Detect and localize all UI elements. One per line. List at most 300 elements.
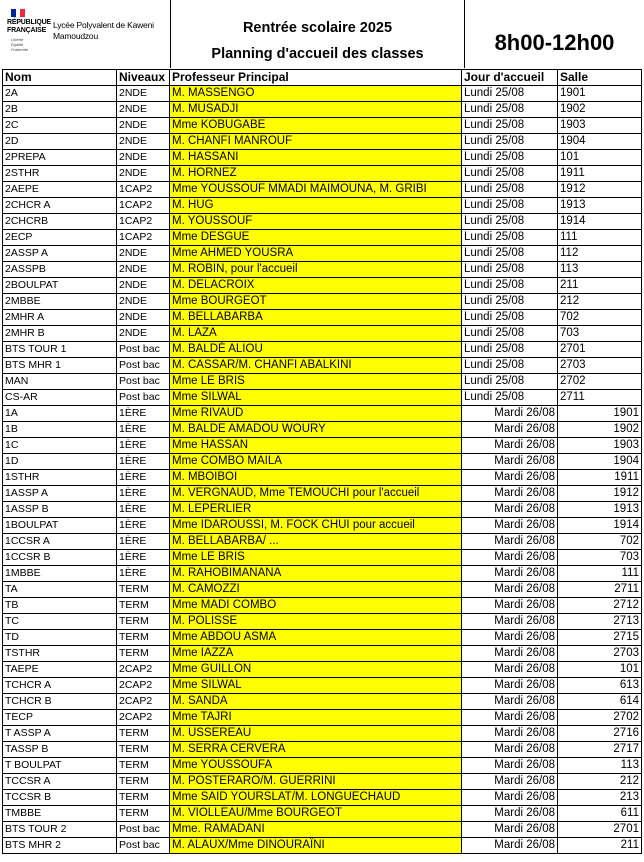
- day-cell: Mardi 26/08: [462, 582, 558, 598]
- day-cell: Mardi 26/08: [462, 422, 558, 438]
- class-name-cell: TD: [3, 630, 117, 646]
- motto-line3: Fraternité: [11, 47, 29, 52]
- level-cell: 2CAP2: [117, 694, 170, 710]
- table-row: [3, 118, 642, 134]
- table-row: [3, 390, 642, 406]
- class-name-cell: 2A: [3, 86, 117, 102]
- table-row: [3, 438, 642, 454]
- room-cell: 113: [558, 262, 642, 278]
- room-cell: 1912: [558, 182, 642, 198]
- class-name-cell: 2D: [3, 134, 117, 150]
- table-row: [3, 102, 642, 118]
- day-cell: Lundi 25/08: [462, 230, 558, 246]
- room-cell: 2701: [558, 822, 642, 838]
- level-cell: 1ÈRE: [117, 454, 170, 470]
- day-cell: Lundi 25/08: [462, 278, 558, 294]
- level-cell: TERM: [117, 758, 170, 774]
- class-name-cell: TECP: [3, 710, 117, 726]
- class-name-cell: 1MBBE: [3, 566, 117, 582]
- table-row: [3, 454, 642, 470]
- teacher-cell: Mme ABDOU ASMA: [170, 630, 462, 646]
- column-header-niveaux: Niveaux: [117, 70, 170, 86]
- day-cell: Lundi 25/08: [462, 102, 558, 118]
- class-name-cell: TMBBE: [3, 806, 117, 822]
- room-cell: 111: [558, 230, 642, 246]
- room-cell: 1904: [558, 134, 642, 150]
- room-cell: 1914: [558, 214, 642, 230]
- level-cell: 2NDE: [117, 150, 170, 166]
- class-name-cell: 2MHR B: [3, 326, 117, 342]
- level-cell: 2NDE: [117, 166, 170, 182]
- table-row: [3, 598, 642, 614]
- room-cell: 1902: [558, 422, 642, 438]
- document-header: [0, 0, 644, 69]
- table-row: [3, 710, 642, 726]
- teacher-cell: M. POSTERARO/M. GUERRINI: [170, 774, 462, 790]
- teacher-cell: Mme LE BRIS: [170, 374, 462, 390]
- level-cell: TERM: [117, 774, 170, 790]
- day-cell: Lundi 25/08: [462, 262, 558, 278]
- teacher-cell: M. CAMOZZI: [170, 582, 462, 598]
- day-cell: Lundi 25/08: [462, 198, 558, 214]
- level-cell: Post bac: [117, 374, 170, 390]
- room-cell: 2711: [558, 390, 642, 406]
- class-name-cell: T ASSP A: [3, 726, 117, 742]
- day-cell: Mardi 26/08: [462, 726, 558, 742]
- room-cell: 611: [558, 806, 642, 822]
- room-cell: 2713: [558, 614, 642, 630]
- day-cell: Mardi 26/08: [462, 694, 558, 710]
- room-cell: 213: [558, 790, 642, 806]
- day-cell: Mardi 26/08: [462, 518, 558, 534]
- republique-line2: FRANÇAISE: [7, 27, 47, 34]
- table-row: [3, 182, 642, 198]
- day-cell: Lundi 25/08: [462, 118, 558, 134]
- day-cell: Mardi 26/08: [462, 534, 558, 550]
- level-cell: 1ÈRE: [117, 486, 170, 502]
- class-name-cell: TC: [3, 614, 117, 630]
- class-name-cell: 2MBBE: [3, 294, 117, 310]
- room-cell: 1914: [558, 518, 642, 534]
- room-cell: 703: [558, 550, 642, 566]
- teacher-cell: M. MBOIBOI: [170, 470, 462, 486]
- teacher-cell: Mme BOURGEOT: [170, 294, 462, 310]
- class-name-cell: 2BOULPAT: [3, 278, 117, 294]
- teacher-cell: Mme SILWAL: [170, 678, 462, 694]
- room-cell: 2703: [558, 358, 642, 374]
- room-cell: 2703: [558, 646, 642, 662]
- room-cell: 2702: [558, 710, 642, 726]
- teacher-cell: Mme KOBUGABE: [170, 118, 462, 134]
- planning-table: [2, 69, 642, 854]
- day-cell: Mardi 26/08: [462, 550, 558, 566]
- class-name-cell: 2ASSPB: [3, 262, 117, 278]
- room-cell: 2701: [558, 342, 642, 358]
- day-cell: Lundi 25/08: [462, 182, 558, 198]
- level-cell: 1ÈRE: [117, 438, 170, 454]
- day-cell: Mardi 26/08: [462, 838, 558, 854]
- day-cell: Lundi 25/08: [462, 134, 558, 150]
- level-cell: Post bac: [117, 390, 170, 406]
- class-name-cell: TCHCR A: [3, 678, 117, 694]
- room-cell: 212: [558, 294, 642, 310]
- class-name-cell: 2C: [3, 118, 117, 134]
- reception-time: 8h00-12h00: [494, 30, 615, 55]
- column-header-professeur: Professeur Principal: [170, 70, 462, 86]
- class-name-cell: 2MHR A: [3, 310, 117, 326]
- table-row: [3, 614, 642, 630]
- teacher-cell: M. SERRA CERVERA: [170, 742, 462, 758]
- class-name-cell: 1STHR: [3, 470, 117, 486]
- table-row: [3, 166, 642, 182]
- teacher-cell: M. MUSADJI: [170, 102, 462, 118]
- day-cell: Lundi 25/08: [462, 166, 558, 182]
- class-name-cell: BTS TOUR 2: [3, 822, 117, 838]
- table-row: [3, 694, 642, 710]
- level-cell: 2NDE: [117, 326, 170, 342]
- table-row: [3, 630, 642, 646]
- level-cell: 1CAP2: [117, 214, 170, 230]
- teacher-cell: Mme COMBO MAILA: [170, 454, 462, 470]
- teacher-cell: M. VIOLLEAU/Mme BOURGEOT: [170, 806, 462, 822]
- republic-motto: [11, 37, 41, 52]
- level-cell: TERM: [117, 646, 170, 662]
- class-name-cell: BTS MHR 1: [3, 358, 117, 374]
- teacher-cell: M. MASSENGO: [170, 86, 462, 102]
- class-name-cell: 2CHCR A: [3, 198, 117, 214]
- room-cell: 2702: [558, 374, 642, 390]
- day-cell: Mardi 26/08: [462, 758, 558, 774]
- day-cell: Mardi 26/08: [462, 486, 558, 502]
- day-cell: Mardi 26/08: [462, 566, 558, 582]
- teacher-cell: M. CHANFI MANROUF: [170, 134, 462, 150]
- day-cell: Mardi 26/08: [462, 806, 558, 822]
- room-cell: 614: [558, 694, 642, 710]
- table-row: [3, 358, 642, 374]
- time-box: [465, 0, 644, 68]
- level-cell: 2NDE: [117, 262, 170, 278]
- teacher-cell: M. HUG: [170, 198, 462, 214]
- flag-red-stripe: [20, 9, 25, 17]
- level-cell: Post bac: [117, 838, 170, 854]
- table-row: [3, 310, 642, 326]
- day-cell: Lundi 25/08: [462, 374, 558, 390]
- room-cell: 1901: [558, 86, 642, 102]
- day-cell: Mardi 26/08: [462, 502, 558, 518]
- table-row: [3, 342, 642, 358]
- class-name-cell: TA: [3, 582, 117, 598]
- class-name-cell: 2STHR: [3, 166, 117, 182]
- teacher-cell: Mme IAZZA: [170, 646, 462, 662]
- room-cell: 1911: [558, 470, 642, 486]
- table-row: [3, 326, 642, 342]
- room-cell: 613: [558, 678, 642, 694]
- table-header-row: [3, 70, 642, 86]
- class-name-cell: MAN: [3, 374, 117, 390]
- room-cell: 2717: [558, 742, 642, 758]
- level-cell: 1ÈRE: [117, 502, 170, 518]
- level-cell: TERM: [117, 806, 170, 822]
- class-name-cell: 2ASSP A: [3, 246, 117, 262]
- teacher-cell: Mme YOUSSOUFA: [170, 758, 462, 774]
- level-cell: 2NDE: [117, 118, 170, 134]
- class-name-cell: BTS MHR 2: [3, 838, 117, 854]
- room-cell: 703: [558, 326, 642, 342]
- table-row: [3, 470, 642, 486]
- teacher-cell: M. BELLABARBA: [170, 310, 462, 326]
- teacher-cell: Mme TAJRI: [170, 710, 462, 726]
- level-cell: 2NDE: [117, 86, 170, 102]
- teacher-cell: Mme SILWAL: [170, 390, 462, 406]
- table-row: [3, 678, 642, 694]
- document-subtitle: Planning d'accueil des classes: [211, 46, 424, 62]
- level-cell: 1CAP2: [117, 198, 170, 214]
- level-cell: 1ÈRE: [117, 534, 170, 550]
- teacher-cell: M. CASSAR/M. CHANFI ABALKINI: [170, 358, 462, 374]
- table-row: [3, 774, 642, 790]
- republique-francaise-logo: [3, 4, 168, 62]
- teacher-cell: M. SANDA: [170, 694, 462, 710]
- teacher-cell: Mme HASSAN: [170, 438, 462, 454]
- level-cell: 1ÈRE: [117, 518, 170, 534]
- level-cell: 2NDE: [117, 294, 170, 310]
- teacher-cell: M. VERGNAUD, Mme TEMOUCHI pour l'accueil: [170, 486, 462, 502]
- school-line1: Lycée Polyvalent de Kaweni: [53, 20, 154, 30]
- table-row: [3, 646, 642, 662]
- table-row: [3, 230, 642, 246]
- school-line2: Mamoudzou: [53, 31, 98, 41]
- teacher-cell: M. ALAUX/Mme DINOURAÏNI: [170, 838, 462, 854]
- table-row: [3, 406, 642, 422]
- table-row: [3, 278, 642, 294]
- level-cell: 1ÈRE: [117, 422, 170, 438]
- class-name-cell: T BOULPAT: [3, 758, 117, 774]
- table-row: [3, 502, 642, 518]
- class-name-cell: 1D: [3, 454, 117, 470]
- room-cell: 1902: [558, 102, 642, 118]
- room-cell: 702: [558, 310, 642, 326]
- teacher-cell: Mme LE BRIS: [170, 550, 462, 566]
- teacher-cell: M. LEPERLIER: [170, 502, 462, 518]
- room-cell: 1913: [558, 198, 642, 214]
- room-cell: 211: [558, 278, 642, 294]
- level-cell: Post bac: [117, 358, 170, 374]
- teacher-cell: M. HASSANI: [170, 150, 462, 166]
- document-title: Rentrée scolaire 2025: [242, 20, 393, 36]
- level-cell: 2NDE: [117, 310, 170, 326]
- room-cell: 1911: [558, 166, 642, 182]
- teacher-cell: M. BELLABARBA/ ...: [170, 534, 462, 550]
- room-cell: 2716: [558, 726, 642, 742]
- day-cell: Mardi 26/08: [462, 710, 558, 726]
- table-row: [3, 374, 642, 390]
- class-name-cell: 2CHCRB: [3, 214, 117, 230]
- level-cell: TERM: [117, 726, 170, 742]
- table-row: [3, 742, 642, 758]
- day-cell: Mardi 26/08: [462, 678, 558, 694]
- teacher-cell: Mme DESGUE: [170, 230, 462, 246]
- teacher-cell: Mme IDAROUSSI, M. FOCK CHUI pour accueil: [170, 518, 462, 534]
- room-cell: 1901: [558, 406, 642, 422]
- class-name-cell: BTS TOUR 1: [3, 342, 117, 358]
- level-cell: 1ÈRE: [117, 550, 170, 566]
- level-cell: 2CAP2: [117, 662, 170, 678]
- level-cell: 2CAP2: [117, 710, 170, 726]
- teacher-cell: M. BALDÉ ALIOU: [170, 342, 462, 358]
- class-name-cell: TASSP B: [3, 742, 117, 758]
- level-cell: TERM: [117, 614, 170, 630]
- class-name-cell: TCHCR B: [3, 694, 117, 710]
- table-row: [3, 422, 642, 438]
- day-cell: Lundi 25/08: [462, 86, 558, 102]
- room-cell: 211: [558, 838, 642, 854]
- class-name-cell: 1C: [3, 438, 117, 454]
- table-row: [3, 294, 642, 310]
- day-cell: Mardi 26/08: [462, 470, 558, 486]
- teacher-cell: Mme MADI COMBO: [170, 598, 462, 614]
- class-name-cell: 1ASSP B: [3, 502, 117, 518]
- level-cell: 2NDE: [117, 134, 170, 150]
- table-row: [3, 726, 642, 742]
- room-cell: 1903: [558, 118, 642, 134]
- day-cell: Mardi 26/08: [462, 598, 558, 614]
- table-row: [3, 582, 642, 598]
- teacher-cell: M. HORNEZ: [170, 166, 462, 182]
- day-cell: Mardi 26/08: [462, 790, 558, 806]
- table-row: [3, 518, 642, 534]
- level-cell: TERM: [117, 630, 170, 646]
- room-cell: 1903: [558, 438, 642, 454]
- class-name-cell: TCCSR A: [3, 774, 117, 790]
- room-cell: 1904: [558, 454, 642, 470]
- republique-line1: RÉPUBLIQUE: [7, 19, 51, 26]
- room-cell: 101: [558, 662, 642, 678]
- class-name-cell: 2AEPE: [3, 182, 117, 198]
- level-cell: 1ÈRE: [117, 470, 170, 486]
- table-row: [3, 134, 642, 150]
- level-cell: Post bac: [117, 822, 170, 838]
- day-cell: Lundi 25/08: [462, 310, 558, 326]
- teacher-cell: Mme GUILLON: [170, 662, 462, 678]
- table-row: [3, 662, 642, 678]
- teacher-cell: M. YOUSSOUF: [170, 214, 462, 230]
- level-cell: TERM: [117, 790, 170, 806]
- teacher-cell: M. USSEREAU: [170, 726, 462, 742]
- motto-line1: Liberté: [11, 37, 24, 42]
- class-name-cell: CS-AR: [3, 390, 117, 406]
- level-cell: TERM: [117, 598, 170, 614]
- room-cell: 101: [558, 150, 642, 166]
- level-cell: TERM: [117, 742, 170, 758]
- level-cell: 1CAP2: [117, 182, 170, 198]
- day-cell: Lundi 25/08: [462, 390, 558, 406]
- table-row: [3, 806, 642, 822]
- level-cell: TERM: [117, 582, 170, 598]
- day-cell: Mardi 26/08: [462, 614, 558, 630]
- day-cell: Lundi 25/08: [462, 326, 558, 342]
- class-name-cell: 1BOULPAT: [3, 518, 117, 534]
- class-name-cell: 1CCSR B: [3, 550, 117, 566]
- room-cell: 2715: [558, 630, 642, 646]
- school-name: [53, 20, 168, 42]
- class-name-cell: TSTHR: [3, 646, 117, 662]
- room-cell: 1912: [558, 486, 642, 502]
- day-cell: Mardi 26/08: [462, 406, 558, 422]
- room-cell: 112: [558, 246, 642, 262]
- room-cell: 212: [558, 774, 642, 790]
- title-box: [171, 0, 464, 68]
- table-row: [3, 486, 642, 502]
- table-row: [3, 790, 642, 806]
- column-header-salle: Salle: [558, 70, 642, 86]
- table-row: [3, 262, 642, 278]
- room-cell: 1913: [558, 502, 642, 518]
- table-row: [3, 198, 642, 214]
- day-cell: Mardi 26/08: [462, 438, 558, 454]
- teacher-cell: Mme. RAMADANI: [170, 822, 462, 838]
- room-cell: 111: [558, 566, 642, 582]
- teacher-cell: Mme YOUSSOUF MMADI MAIMOUNA, M. GRIBI: [170, 182, 462, 198]
- class-name-cell: 1ASSP A: [3, 486, 117, 502]
- class-name-cell: TB: [3, 598, 117, 614]
- day-cell: Lundi 25/08: [462, 358, 558, 374]
- level-cell: 2NDE: [117, 246, 170, 262]
- room-cell: 113: [558, 758, 642, 774]
- teacher-cell: Mme AHMED YOUSRA: [170, 246, 462, 262]
- day-cell: Lundi 25/08: [462, 294, 558, 310]
- level-cell: 2NDE: [117, 278, 170, 294]
- teacher-cell: M. ROBIN, pour l'accueil: [170, 262, 462, 278]
- table-row: [3, 214, 642, 230]
- day-cell: Lundi 25/08: [462, 214, 558, 230]
- class-name-cell: 1B: [3, 422, 117, 438]
- table-row: [3, 86, 642, 102]
- room-cell: 2712: [558, 598, 642, 614]
- table-row: [3, 822, 642, 838]
- motto-line2: Égalité: [11, 42, 24, 47]
- class-name-cell: TAEPE: [3, 662, 117, 678]
- day-cell: Lundi 25/08: [462, 150, 558, 166]
- teacher-cell: Mme SAID YOURSLAT/M. LONGUECHAUD: [170, 790, 462, 806]
- table-body: [3, 86, 642, 854]
- class-name-cell: 1CCSR A: [3, 534, 117, 550]
- table-row: [3, 758, 642, 774]
- class-name-cell: 2ECP: [3, 230, 117, 246]
- table-row: [3, 566, 642, 582]
- table-row: [3, 534, 642, 550]
- class-name-cell: TCCSR B: [3, 790, 117, 806]
- day-cell: Mardi 26/08: [462, 630, 558, 646]
- column-header-nom: Nom: [3, 70, 117, 86]
- class-name-cell: 2PREPA: [3, 150, 117, 166]
- level-cell: 1CAP2: [117, 230, 170, 246]
- table-row: [3, 150, 642, 166]
- class-name-cell: 2B: [3, 102, 117, 118]
- table-row: [3, 550, 642, 566]
- level-cell: Post bac: [117, 342, 170, 358]
- level-cell: 2NDE: [117, 102, 170, 118]
- level-cell: 2CAP2: [117, 678, 170, 694]
- day-cell: Mardi 26/08: [462, 822, 558, 838]
- day-cell: Lundi 25/08: [462, 342, 558, 358]
- column-header-jour: Jour d'accueil: [462, 70, 558, 86]
- day-cell: Mardi 26/08: [462, 774, 558, 790]
- room-cell: 702: [558, 534, 642, 550]
- teacher-cell: M. RAHOBIMANANA: [170, 566, 462, 582]
- teacher-cell: M. LAZA: [170, 326, 462, 342]
- class-name-cell: 1A: [3, 406, 117, 422]
- room-cell: 2711: [558, 582, 642, 598]
